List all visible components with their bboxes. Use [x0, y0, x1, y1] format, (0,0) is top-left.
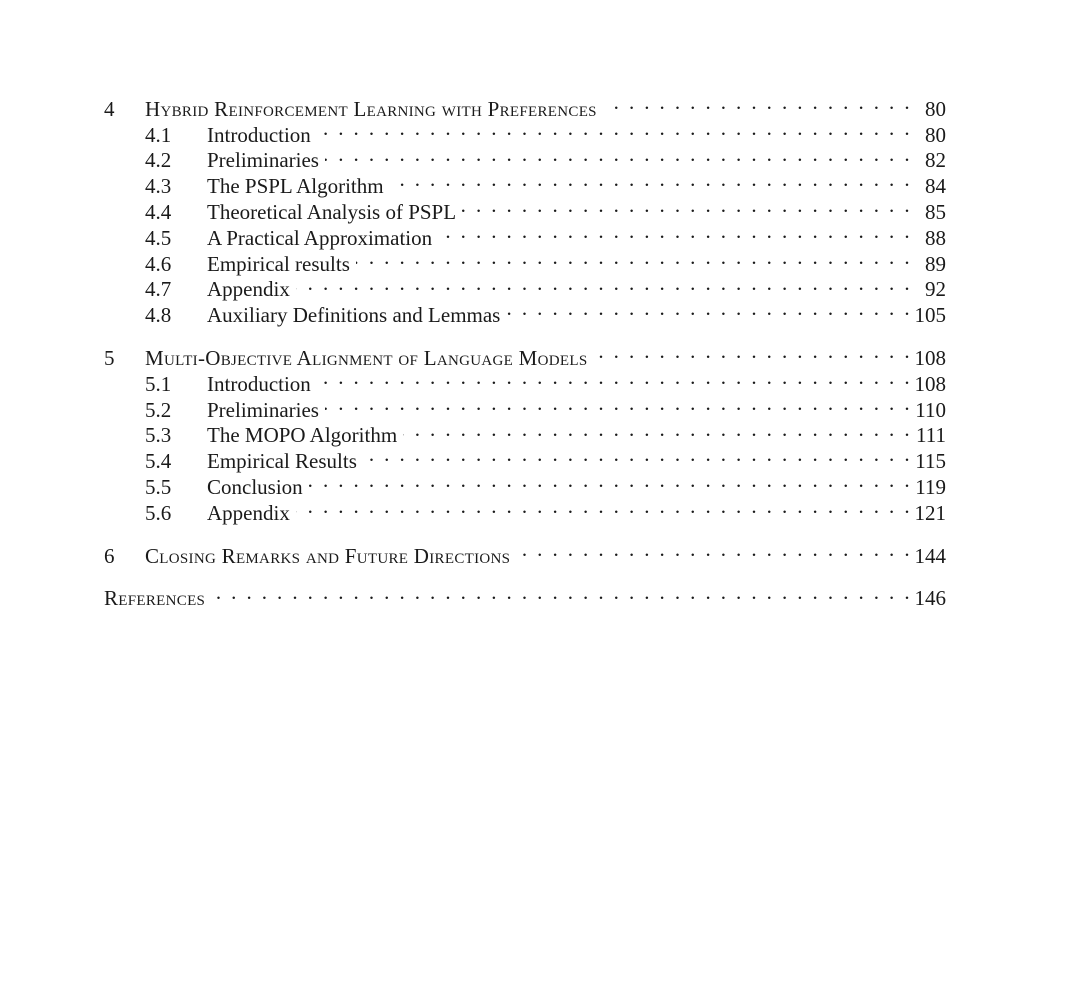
section-number: 5.4 — [145, 449, 172, 474]
dot-leader — [390, 167, 912, 193]
dot-leader — [325, 391, 912, 417]
table-of-contents — [104, 90, 946, 622]
section-title: Appendix — [207, 500, 290, 525]
section-number: 5.1 — [145, 371, 172, 396]
section-number: 4.4 — [145, 199, 172, 224]
page-number: 110 — [915, 397, 946, 422]
section-title: Conclusion — [207, 474, 303, 499]
page-number: 82 — [925, 148, 946, 173]
dot-leader — [317, 365, 912, 391]
section-title: Theoretical Analysis of PSPL — [207, 199, 457, 224]
section-title: Empirical results — [207, 251, 350, 276]
dot-leader — [462, 193, 912, 219]
toc-chapter-5 — [104, 339, 946, 525]
toc-chapter-entry[interactable] — [104, 537, 946, 568]
toc-chapter-entry[interactable] — [104, 90, 946, 121]
section-title: A Practical Approximation — [207, 225, 433, 250]
toc-chapter-entry[interactable] — [104, 339, 946, 370]
section-number: 4.8 — [145, 303, 172, 328]
dot-leader — [356, 245, 912, 271]
page-number: 80 — [925, 122, 946, 147]
page-number: 108 — [914, 371, 946, 396]
page-number: 144 — [914, 543, 946, 568]
dot-leader — [309, 468, 912, 494]
dot-leader — [325, 142, 912, 168]
section-title: Preliminaries — [207, 397, 319, 422]
section-title: Introduction — [207, 122, 311, 147]
section-title: Auxiliary Definitions and Lemmas — [207, 303, 501, 328]
page-number: 92 — [925, 277, 946, 302]
page-number: 105 — [914, 303, 946, 328]
page-number: 80 — [925, 96, 946, 121]
chapter-title: Multi-Objective Alignment of Language Models — [145, 345, 588, 370]
page-number: 89 — [925, 251, 946, 276]
section-title: Empirical Results — [207, 449, 357, 474]
dot-leader — [296, 271, 912, 297]
page-number: 108 — [914, 345, 946, 370]
dot-leader — [317, 116, 912, 142]
dot-leader — [516, 537, 912, 563]
page-number: 115 — [915, 449, 946, 474]
dot-leader — [593, 339, 912, 365]
dot-leader — [296, 494, 912, 520]
dot-leader — [211, 580, 912, 606]
section-title: Introduction — [207, 371, 311, 396]
section-number: 4.3 — [145, 174, 172, 199]
page-number: 85 — [925, 199, 946, 224]
references-title: References — [104, 586, 206, 611]
page-number: 88 — [925, 225, 946, 250]
section-number: 5.5 — [145, 474, 172, 499]
section-number: 4.7 — [145, 277, 172, 302]
section-title: The PSPL Algorithm — [207, 174, 384, 199]
section-title: Preliminaries — [207, 148, 319, 173]
dot-leader — [438, 219, 912, 245]
chapter-number: 5 — [104, 345, 115, 370]
section-number: 5.2 — [145, 397, 172, 422]
toc-references — [104, 580, 946, 611]
section-title: Appendix — [207, 277, 290, 302]
page-number: 119 — [915, 474, 946, 499]
section-number: 4.5 — [145, 225, 172, 250]
section-number: 4.1 — [145, 122, 172, 147]
section-number: 5.3 — [145, 423, 172, 448]
section-title: The MOPO Algorithm — [207, 423, 398, 448]
dot-leader — [506, 296, 912, 322]
page-number: 121 — [914, 500, 946, 525]
toc-chapter-4 — [104, 90, 946, 328]
page-number: 111 — [916, 423, 946, 448]
chapter-title: Hybrid Reinforcement Learning with Preferences — [145, 96, 597, 121]
dot-leader — [603, 90, 912, 116]
dot-leader — [363, 442, 912, 468]
dot-leader — [403, 417, 912, 443]
chapter-title: Closing Remarks and Future Directions — [145, 543, 511, 568]
toc-references-entry[interactable] — [104, 580, 946, 611]
chapter-number: 4 — [104, 96, 115, 121]
chapter-number: 6 — [104, 543, 115, 568]
section-number: 4.6 — [145, 251, 172, 276]
section-number: 4.2 — [145, 148, 172, 173]
page-number: 146 — [914, 586, 946, 611]
toc-chapter-6 — [104, 537, 946, 568]
page-number: 84 — [925, 174, 946, 199]
section-number: 5.6 — [145, 500, 172, 525]
